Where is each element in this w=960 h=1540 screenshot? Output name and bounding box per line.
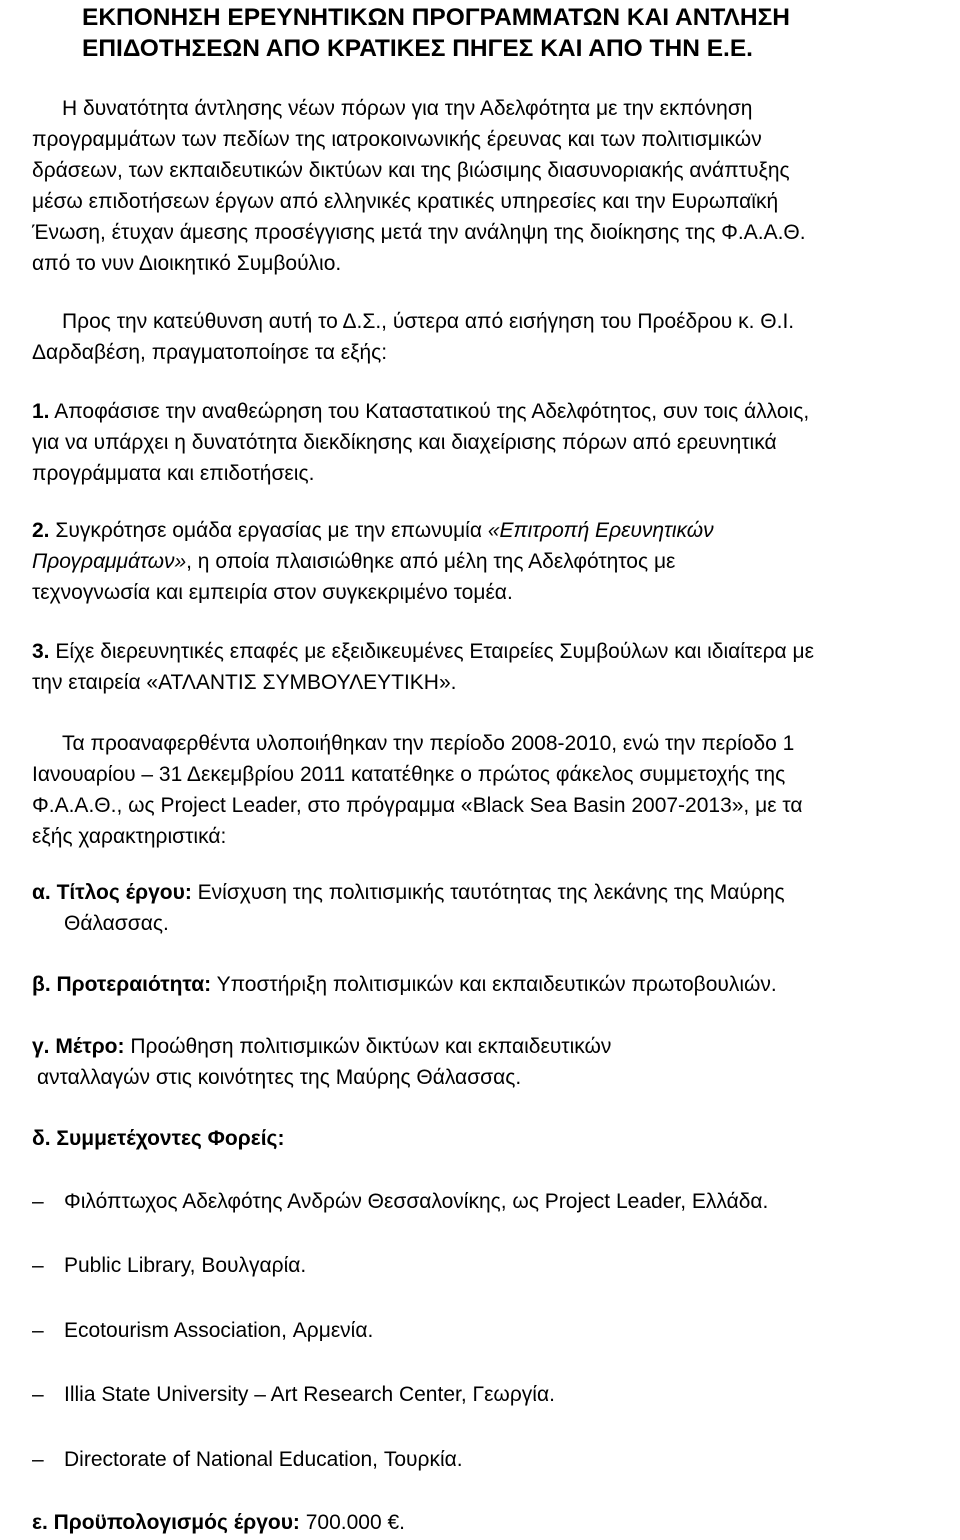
partner-item (32, 1444, 463, 1475)
item-number: 1. (32, 400, 50, 423)
project-title (32, 877, 785, 939)
partner-name: Ecotourism Association, Αρμενία. (64, 1319, 374, 1342)
intro-line: μέσω επιδοτήσεων έργων από ελληνικές κρατικές υπηρεσίες και την Ευρωπαϊκή (32, 190, 779, 213)
field-value: 700.000 €. (299, 1511, 406, 1534)
direction-line: Προς την κατεύθυνση αυτή το Δ.Σ., ύστερα από εισήγηση του Προέδρου κ. Θ.Ι. (62, 310, 795, 333)
item-2 (32, 515, 714, 608)
item-text: Συγκρότησε ομάδα εργασίας με την επωνυμία (49, 519, 488, 542)
committee-name: Προγραμμάτων» (32, 550, 187, 573)
item-text: , η οποία πλαισιώθηκε από μέλη της Αδελφότητος με (186, 550, 676, 573)
implementation-line: Ιανουαρίου – 31 Δεκεμβρίου 2011 κατατέθηκε ο πρώτος φάκελος συμμετοχής της (32, 763, 786, 786)
item-3 (32, 636, 814, 698)
field-label: ε. Προϋπολογισμός έργου: (32, 1511, 300, 1534)
item-text: την εταιρεία «ΑΤΛΑΝΤΙΣ ΣΥΜΒΟΥΛΕΥΤΙΚΗ». (32, 671, 457, 694)
dash-bullet: – (32, 1319, 44, 1342)
partner-name: Directorate of National Education, Τουρκία. (64, 1448, 463, 1471)
implementation-paragraph (32, 728, 803, 852)
partner-name: Φιλόπτωχος Αδελφότης Ανδρών Θεσσαλονίκης, ως Project Leader, Ελλάδα. (64, 1190, 769, 1213)
intro-line: Η δυνατότητα άντλησης νέων πόρων για την Αδελφότητα με την εκπόνηση (62, 97, 753, 120)
project-measure (32, 1031, 611, 1093)
field-value: Θάλασσας. (64, 912, 169, 935)
dash-bullet: – (32, 1383, 44, 1406)
title-line-2: ΕΠΙΔΟΤΗΣΕΩΝ ΑΠΟ ΚΡΑΤΙΚΕΣ ΠΗΓΕΣ ΚΑΙ ΑΠΟ ΤΗΝ Ε.Ε. (82, 35, 753, 62)
partner-item (32, 1250, 306, 1281)
title-line-1: ΕΚΠΟΝΗΣΗ ΕΡΕΥΝΗΤΙΚΩΝ ΠΡΟΓΡΑΜΜΑΤΩΝ ΚΑΙ ΑΝΤΛΗΣΗ (82, 4, 790, 31)
dash-bullet: – (32, 1190, 44, 1213)
dash-bullet: – (32, 1254, 44, 1277)
field-value: Προώθηση πολιτισμικών δικτύων και εκπαιδευτικών (124, 1035, 612, 1058)
project-priority (32, 969, 777, 1000)
partner-item (32, 1379, 555, 1410)
partner-name: Public Library, Βουλγαρία. (64, 1254, 307, 1277)
dash-bullet: – (32, 1448, 44, 1471)
field-value: ανταλλαγών στις κοινότητες της Μαύρης Θάλασσας. (37, 1066, 522, 1089)
field-label: γ. Μέτρο: (32, 1035, 125, 1058)
document-title (82, 2, 942, 64)
committee-name: «Επιτροπή Ερευνητικών (487, 519, 714, 542)
partner-item (32, 1315, 373, 1346)
item-text: προγράμματα και επιδοτήσεις. (32, 462, 315, 485)
field-label: δ. Συμμετέχοντες Φορείς: (32, 1127, 285, 1150)
item-text: τεχνογνωσία και εμπειρία στον συγκεκριμένο τομέα. (32, 581, 513, 604)
participants-heading (32, 1123, 284, 1154)
item-text: Είχε διερευνητικές επαφές με εξειδικευμένες Εταιρείες Συμβούλων και ιδιαίτερα με (49, 640, 814, 663)
item-number: 3. (32, 640, 50, 663)
intro-paragraph (32, 93, 806, 279)
implementation-line: Φ.Α.Α.Θ., ως Project Leader, στο πρόγραμμα «Black Sea Basin 2007-2013», με τα (32, 794, 803, 817)
field-value: Ενίσχυση της πολιτισμικής ταυτότητας της λεκάνης της Μαύρης (191, 881, 785, 904)
item-number: 2. (32, 519, 50, 542)
implementation-line: Τα προαναφερθέντα υλοποιήθηκαν την περίοδο 2008-2010, ενώ την περίοδο 1 (62, 732, 795, 755)
item-text: Αποφάσισε την αναθεώρηση του Καταστατικού της Αδελφότητος, συν τοις άλλοις, (49, 400, 810, 423)
item-1 (32, 396, 809, 489)
intro-line: Ένωση, έτυχαν άμεσης προσέγγισης μετά την ανάληψη της διοίκησης της Φ.Α.Α.Θ. (32, 221, 806, 244)
direction-line: Δαρδαβέση, πραγματοποίησε τα εξής: (32, 341, 388, 364)
direction-paragraph (32, 306, 794, 368)
intro-line: από το νυν Διοικητικό Συμβούλιο. (32, 252, 342, 275)
field-label: β. Προτεραιότητα: (32, 973, 212, 996)
intro-line: προγραμμάτων των πεδίων της ιατροκοινωνικής έρευνας και των πολιτισμικών (32, 128, 762, 151)
field-label: α. Τίτλος έργου: (32, 881, 192, 904)
field-value: Υποστήριξη πολιτισμικών και εκπαιδευτικών πρωτοβουλιών. (211, 973, 777, 996)
intro-line: δράσεων, των εκπαιδευτικών δικτύων και της βιώσιμης διασυνοριακής ανάπτυξης (32, 159, 790, 182)
implementation-line: εξής χαρακτηριστικά: (32, 825, 227, 848)
project-budget (32, 1507, 405, 1538)
partner-item (32, 1186, 768, 1217)
partner-name: Illia State University – Art Research Center, Γεωργία. (64, 1383, 555, 1406)
item-text: για να υπάρχει η δυνατότητα διεκδίκησης και διαχείρισης πόρων από ερευνητικά (32, 431, 777, 454)
